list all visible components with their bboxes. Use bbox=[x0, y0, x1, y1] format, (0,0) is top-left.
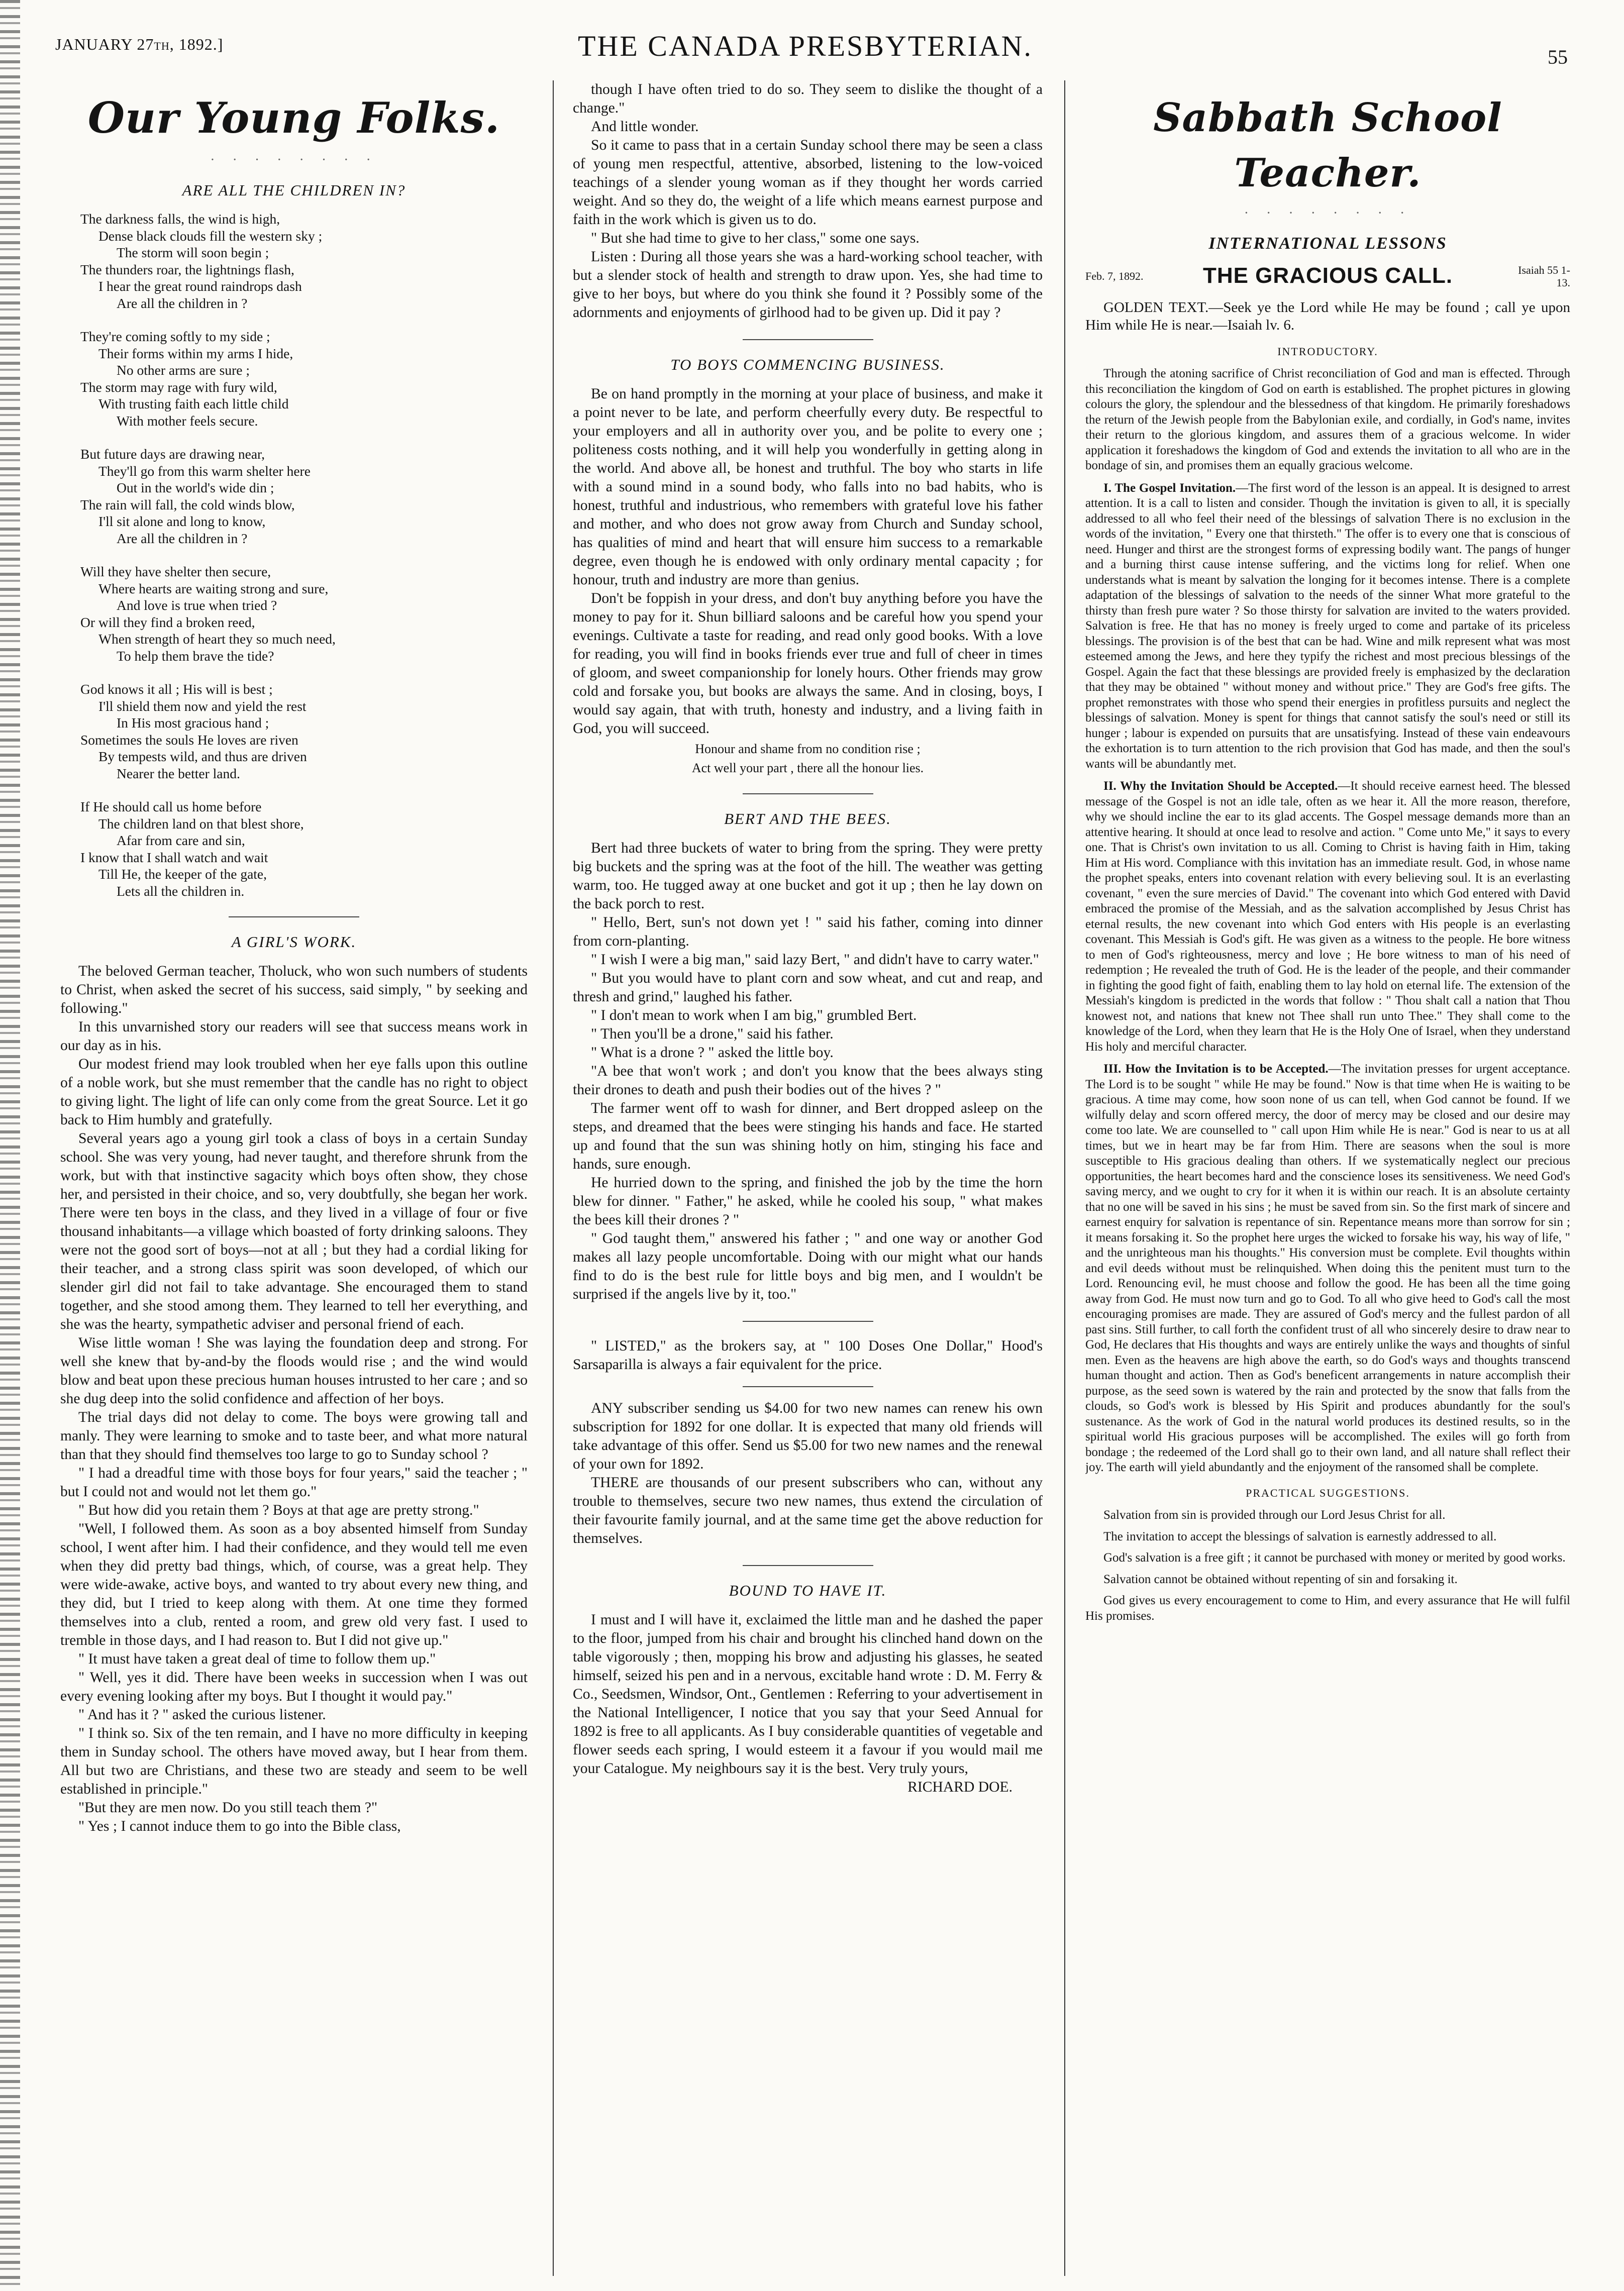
poem-line: I know that I shall watch and wait bbox=[80, 849, 268, 865]
poem-line: When strength of heart they so much need, bbox=[98, 631, 336, 647]
paragraph: Wise little woman ! She was laying the foundation deep and strong. For well she knew that by-and-by the floods would rise ; and the wind would blow and beat upon these precious human houses intrusted to her care ; and so she dug deep into the solid confidence and affection of her boys. bbox=[60, 1335, 528, 1407]
paragraph: Be on hand promptly in the morning at your place of business, and make it a point never to be late, and perform cheerfully every duty. Be respectful to your employers and all in authority over you, and be polite to every one ; politeness costs nothing, and it will help you wonderfully in getting along in the world. And above all, be honest and truthful. The boy who starts in life with a sound mind in a sound body, who falls into no bad habits, who is honest, truthful and industrious, who remembers with grateful love his father and mother, and who does not grow away from Church and Sunday school, has qualities of mind and heart that will ensure him success to a remarkable degree, even though he is endowed with only ordinary mental capacity ; for honour, truth and industry are more than genius. bbox=[573, 386, 1043, 588]
paragraph: The trial days did not delay to come. The boys were growing tall and manly. They were learning to smoke and to taste beer, and what more natural than that they should find themselves too large to go to Sunday school ? bbox=[60, 1409, 528, 1463]
column-rule bbox=[553, 80, 554, 2276]
section-lead: I. The Gospel Invitation. bbox=[1103, 481, 1236, 495]
poem-line: Are all the children in ? bbox=[117, 295, 248, 311]
paragraph: " But she had time to give to her class," some one says. bbox=[591, 230, 920, 246]
poem-line: Till He, the keeper of the gate, bbox=[98, 866, 267, 882]
lesson-section bbox=[1085, 779, 1570, 1055]
ornament-rule: · · · · · · · · bbox=[210, 152, 378, 168]
suggestions bbox=[1085, 1508, 1570, 1624]
section-masthead: Our Young Folks. bbox=[87, 93, 500, 143]
poem-line: No other arms are sure ; bbox=[117, 362, 250, 378]
notices bbox=[573, 1337, 1043, 1548]
poem-line: They're coming softly to my side ; bbox=[80, 329, 270, 344]
middle-column bbox=[573, 80, 1043, 2256]
lessons-subhead: INTERNATIONAL LESSONS bbox=[1208, 234, 1447, 253]
article-body bbox=[573, 839, 1043, 1304]
article-title: TO BOYS COMMENCING BUSINESS. bbox=[670, 356, 945, 373]
poem-stanza bbox=[80, 328, 528, 429]
poem-line: With trusting faith each little child bbox=[98, 396, 289, 411]
poem bbox=[80, 211, 528, 899]
poem-line: Afar from care and sin, bbox=[117, 832, 245, 848]
paragraph: " It must have taken a great deal of time to follow them up." bbox=[78, 1651, 436, 1667]
paragraph: Several years ago a young girl took a class of boys in a certain Sunday school. She was very young, had never taught, and therefore shrunk from the work, but with that instinctive sagacity which boys often show, they chose her, and persisted in their choice, and so, very doubtfully, she began her work. There were ten boys in the class, and they lived in a village of four or five thousand inhabitants—a village which boasted of forty drinking saloons. They were not the good sort of boys—not at all ; but they had a cordial liking for their teacher, and a strong class spirit was soon developed, of which our slender girl did not fail to take advantage. She encouraged them to stand together, and she stood among them. They learned to tell her everything, and she was the hearty, sympathetic adviser and personal friend of each. bbox=[60, 1130, 528, 1332]
paragraph: He hurried down to the spring, and finished the job by the time the horn blew for dinner. " Father," he asked, while he cooled his soup, " what makes the bees kill their drones ? " bbox=[573, 1175, 1043, 1228]
paragraph: " I had a dreadful time with those boys for four years," said the teacher ; " but I could not and would not let them go." bbox=[60, 1465, 528, 1500]
article-continuation bbox=[573, 80, 1043, 322]
suggestion: God's salvation is a free gift ; it cannot be purchased with money or merited by good works. bbox=[1103, 1551, 1566, 1565]
lesson-reference: Isaiah 55 1-13. bbox=[1518, 263, 1570, 289]
notice-paragraph: ANY subscriber sending us $4.00 for two new names can renew his own subscription for 1892 for one dollar. It is expected that many old friends will take advantage of this offer. Send us $5.00 for two new names and the renewal of your own for 1892. bbox=[573, 1400, 1043, 1472]
paragraph: " Well, yes it did. There have been weeks in succession when I was out every evening looking after my boys. But I thought it would pay." bbox=[60, 1670, 528, 1704]
suggestion: Salvation cannot be obtained without repenting of sin and forsaking it. bbox=[1103, 1572, 1458, 1586]
suggestion: God gives us every encouragement to come to Him, and every assurance that He will fulfil His promises. bbox=[1085, 1594, 1570, 1623]
paragraph: "Well, I followed them. As soon as a boy absented himself from Sunday school, I went after him. I had their confidence, and they would tell me even when they did pretty bad things, which, of course, was a great help. They were wide-awake, active boys, and wanted to try about every new thing, and they did, but I tried to keep along with them. At one time they formed themselves into a club, rented a room, and grew old very fast. I used to tremble in those days, and I had reason to. But I did not give up." bbox=[60, 1521, 528, 1648]
subsection-heading: PRACTICAL SUGGESTIONS. bbox=[1246, 1486, 1410, 1499]
paragraph: The beloved German teacher, Tholuck, who won such numbers of students to Christ, when asked the secret of his success, said simply, " by seeking and following." bbox=[60, 963, 528, 1016]
poem-line: Their forms within my arms I hide, bbox=[98, 345, 293, 361]
suggestion: Salvation from sin is provided through our Lord Jesus Christ for all. bbox=[1103, 1508, 1446, 1522]
poem-line: I hear the great round raindrops dash bbox=[98, 278, 302, 294]
section-text: —It should receive earnest heed. The blessed message of the Gospel is not an idle tale, often as we hear it. All the more reason, therefore, why we should incline the ear to its glad accents. The Gospel message demands more than an attentive hearing. It should at once lead to resolve and action. " Come unto Me," it says to every one. That is Christ's own invitation to us all. Coming to Christ is having faith in Him, taking Him at His word. Compliance with this invitation has an immediate result. God, in whose name the prophet speaks, enters into covenant relation with every believing soul. It is an everlasting covenant, " even the sure mercies of David." The covenant into which God entered with David embraced the promise of the Messiah, and as the salvation accomplished by Jesus Christ has eternal results, the new covenant into which God enters with His people is an everlasting covenant. This Messiah is God's gift. He was given as a witness to the people. He bore witness to men of God's righteousness, mercy and love ; He bore witness to man of his need of redemption ; He revealed the truth of God. He is the leader of the people, and their commander in fighting the good fight of faith, enabling them to lay hold on eternal life. The extension of the Messiah's kingdom is predicted in the words that follow : " Thou shalt call a nation that Thou knowest not, and nations that knew not Thee shall run unto Thee." They shall come to the knowledge of the Lord, when they learn that He is the Holy One of Israel, when they understand His holy and merciful character. bbox=[1085, 779, 1570, 1054]
lesson-section bbox=[1085, 1062, 1570, 1476]
article-title: BERT AND THE BEES. bbox=[724, 810, 891, 827]
paragraph: " Then you'll be a drone," said his father. bbox=[591, 1026, 834, 1042]
poem-line: The children land on that blest shore, bbox=[98, 815, 304, 831]
poem-line: Dense black clouds fill the western sky ; bbox=[98, 228, 323, 244]
poem-line: Nearer the better land. bbox=[117, 765, 240, 781]
paragraph: " Hello, Bert, sun's not down yet ! " said his father, coming into dinner from corn-planting. bbox=[573, 914, 1043, 949]
poem-title: ARE ALL THE CHILDREN IN? bbox=[182, 181, 406, 199]
issue-date: JANUARY 27th, 1892.] bbox=[55, 35, 224, 53]
paragraph: " But you would have to plant corn and sow wheat, and cut and reap, and thresh and grind," laughed his father. bbox=[573, 970, 1043, 1005]
article-title: BOUND TO HAVE IT. bbox=[729, 1582, 887, 1599]
poem-line: I'll shield them now and yield the rest bbox=[98, 698, 307, 714]
poem-stanza bbox=[80, 211, 528, 311]
paragraph: Listen : During all those years she was a hard-working school teacher, with but a slender stock of health and strength to draw upon. Yes, she had time to give to her boys, but where do you think she found it ? Possibly some of the adornments and enjoyments of girlhood had to be given up. Did it pay ? bbox=[573, 249, 1043, 321]
poem-line: The thunders roar, the lightnings flash, bbox=[80, 261, 294, 277]
couplet-line: Honour and shame from no condition rise ; bbox=[695, 742, 921, 756]
lesson-title: THE GRACIOUS CALL. bbox=[1202, 263, 1453, 288]
paragraph: And little wonder. bbox=[591, 119, 699, 135]
poem-line: With mother feels secure. bbox=[117, 412, 258, 429]
paragraph: "But they are men now. Do you still teach them ?" bbox=[78, 1800, 378, 1816]
paragraph: " God taught them," answered his father ; " and one way or another God makes all lazy people uncomfortable. Doing with our might what our hands find to do is the best rule for little boys and big men, and I wouldn't be surprised if the angels live by it, too." bbox=[573, 1230, 1043, 1302]
poem-line: The darkness falls, the wind is high, bbox=[80, 211, 280, 227]
suggestion: The invitation to accept the blessings of salvation is earnestly addressed to all. bbox=[1103, 1529, 1497, 1543]
paragraph: " But how did you retain them ? Boys at that age are pretty strong." bbox=[78, 1502, 479, 1518]
poem-line: They'll go from this warm shelter here bbox=[98, 463, 311, 479]
paragraph: though I have often tried to do so. They seem to dislike the thought of a change." bbox=[573, 81, 1043, 116]
poem-line: The storm will soon begin ; bbox=[117, 245, 269, 260]
article-title: A GIRL'S WORK. bbox=[231, 933, 357, 951]
ornament-rule: · · · · · · · · bbox=[1244, 205, 1412, 221]
paragraph: " I think so. Six of the ten remain, and I have no more difficulty in keeping them in Sunday school. The others have moved away, but I hear from them. All but two are Christians, and these two are steady and seem to be well established in principle." bbox=[60, 1725, 528, 1797]
poem-line: Are all the children in ? bbox=[117, 530, 248, 546]
paragraph: " Yes ; I cannot induce them to go into the Bible class, bbox=[78, 1818, 401, 1834]
article-body bbox=[573, 385, 1043, 738]
golden-text: GOLDEN TEXT.—Seek ye the Lord while He may be found ; call ye upon Him while He is near.—Isaiah lv. 6. bbox=[1085, 299, 1570, 333]
divider bbox=[743, 793, 873, 794]
paragraph: " I wish I were a big man," said lazy Bert, " and didn't have to carry water." bbox=[591, 952, 1039, 968]
paragraph: The farmer went off to wash for dinner, and Bert dropped asleep on the steps, and dreamed that the bees were stinging his hands and face. He started up and found that the sun was shining hotly on him, stinging his face and hands, sure enough. bbox=[573, 1100, 1043, 1172]
article-body bbox=[60, 962, 528, 1836]
divider bbox=[743, 1386, 873, 1387]
lesson-sections bbox=[1085, 481, 1570, 1476]
paragraph: " I don't mean to work when I am big," grumbled Bert. bbox=[591, 1007, 917, 1023]
paragraph: "A bee that won't work ; and don't you know that the bees always sting their drones to death and push their bodies out of the hives ? " bbox=[573, 1063, 1043, 1098]
paragraph: Through the atoning sacrifice of Christ reconciliation of God and man is effected. Through this reconciliation the kingdom of God on earth is established. The prophet pictures in glowing colours the glory, the splendour and the blessedness of that kingdom. He primarily foreshadows the return of the Jewish people from the Babylonian exile, and cordially, in God's name, invites their return to the glorious kingdom, and assures them of a gracious welcome. In wider application it foreshadows the kingdom of God and extends the invitation to all who are in the bondage of sin, and promises them an equally gracious welcome. bbox=[1085, 367, 1570, 472]
poem-line: Out in the world's wide din ; bbox=[117, 480, 274, 495]
binding-edge bbox=[0, 0, 20, 2291]
poem-line: By tempests wild, and thus are driven bbox=[98, 749, 307, 764]
divider bbox=[743, 339, 873, 340]
lesson-section bbox=[1085, 481, 1570, 772]
paragraph: " And has it ? " asked the curious listener. bbox=[78, 1707, 326, 1723]
notice-paragraph: THERE are thousands of our present subscribers who can, without any trouble to themselves, secure two new names, thus extend the circulation of their favourite family journal, and at the same time get the above reduction for themselves. bbox=[573, 1475, 1043, 1546]
paragraph: So it came to pass that in a certain Sunday school there may be seen a class of young men respectful, attentive, absorbed, listening to the low-voiced teachings of a slender young woman as if they thought her words carried weight. And so they do, the weight of a life which means earnest purpose and faith in the work which is given us to do. bbox=[573, 137, 1043, 228]
column-rule bbox=[1064, 80, 1065, 2276]
lesson-date: Feb. 7, 1892. bbox=[1085, 270, 1144, 282]
poem-line: To help them brave the tide? bbox=[117, 648, 274, 664]
poem-line: Where hearts are waiting strong and sure, bbox=[98, 580, 329, 596]
paragraph: " What is a drone ? " asked the little boy. bbox=[591, 1045, 834, 1061]
poem-line: But future days are drawing near, bbox=[80, 446, 265, 462]
couplet-line: Act well your part , there all the honour lies. bbox=[691, 761, 924, 775]
page-number: 55 bbox=[1548, 46, 1568, 68]
poem-line: The storm may rage with fury wild, bbox=[80, 379, 277, 395]
divider bbox=[743, 1565, 873, 1566]
left-column bbox=[60, 80, 528, 2281]
poem-line: Will they have shelter then secure, bbox=[80, 564, 271, 579]
section-masthead: Sabbath School Teacher. bbox=[1153, 95, 1502, 196]
poem-line: Lets all the children in. bbox=[117, 883, 245, 899]
poem-stanza bbox=[80, 681, 528, 782]
poem-line: In His most gracious hand ; bbox=[117, 715, 269, 731]
poem-line: If He should call us home before bbox=[80, 799, 262, 814]
poem-line: Or will they find a broken reed, bbox=[80, 614, 255, 630]
right-column bbox=[1085, 80, 1570, 2281]
section-text: —The first word of the lesson is an appeal. It is designed to arrest attention. It is a call to listen and consider. Though the invitation is given to all, it is specially addressed to all who feel their need of the blessings of salvation There is no exclusion in the words of the invitation, " Every one that thirsteth." The offer is to every one that is conscious of need. Hunger and thirst are the strongest forms of expressing bodily want. The pangs of hunger and a burning thirst cause intense suffering, and the victims long for relief. When one understands what is meant by salvation the longing for it becomes intense. There is a complete adaptation of the blessings of salvation to the needs of the sinner What more grateful to the thirsty than fresh pure water ? So those thirsty for salvation are invited to the waters provided. Salvation is free. He that has no money is freely urged to come and partake of its priceless blessings. The provision is of the best that can be had. Wine and milk represent what was most esteemed among the Jews, and here they typify the richest and most precious blessings of the Gospel. Again the fact that these blessings are provided freely is emphasized by the declaration that they may be obtained " without money and without price." They are God's free gifts. The prophet remonstrates with those who spend their energies in profitless pursuits and neglect the blessings of salvation. Money is spent for things that cannot satisfy the soul's need or still its hunger ; labour is expended on pursuits that are unsatisfying. Instead of these vain endeavours the exhortation is to turn attention to the rich provision that God has made, and then the soul's wants will be abundantly met. bbox=[1085, 481, 1570, 771]
poem-stanza bbox=[80, 563, 528, 664]
poem-line: And love is true when tried ? bbox=[117, 597, 277, 613]
section-lead: III. How the Invitation is to be Accepted. bbox=[1103, 1062, 1329, 1076]
paragraph: In this unvarnished story our readers will see that success means work in our day as in his. bbox=[60, 1019, 528, 1054]
divider bbox=[229, 916, 359, 917]
lesson-heading bbox=[1085, 264, 1570, 289]
subsection-heading: INTRODUCTORY. bbox=[1277, 345, 1378, 358]
paragraph: I must and I will have it, exclaimed the little man and he dashed the paper to the floor, jumped from his chair and brought his clinched hand down on the table vigorously ; then, mopping his brow and adjusting his glasses, he seated himself, seized his pen and in a nervous, excitable hand wrote : D. M. Ferry & Co., Seedsmen, Windsor, Ont., Gentlemen : Referring to your advertisement in the National Intelligencer, I notice that you say that your Seed Annual for 1892 is free to all applicants. As I buy considerable quantities of vegetable and flower seeds each spring, I would esteem it a favour if you would mail me your Catalogue. My neighbours say it is the best. Very truly yours, bbox=[573, 1612, 1043, 1777]
poem-stanza bbox=[80, 446, 528, 547]
poem-line: I'll sit alone and long to know, bbox=[98, 513, 266, 529]
section-text: —The invitation presses for urgent acceptance. The Lord is to be sought " while He may be found." Now is that time when He is waiting to be gracious. A time may come, how soon none of us can tell, when God cannot be found. If we wilfully delay and scorn offered mercy, the door of mercy may be closed and our desire may come too late. We are counselled to " call upon Him while He is near." God is near to us at all times, but we in heart may be far from Him. There are seasons when the soul is more susceptible to His gracious dealing than others. If we systematically neglect our precious opportunities, the heart becomes hard and the conscience loses its sensitiveness. We need God's saving mercy, and we ought to cry for it when it is within our reach. It is an absolute certainty that no one will be saved in his sins ; he must be saved from sin. So the first mark of sincere and earnest enquiry for salvation is repentance of sin. Repentance means more than sorrow for sin ; it means forsaking it. So the prophet here urges the wicked to forsake his way, his way of life, " and the unrighteous man his thoughts." His conversion must be complete. Evil thoughts within and evil deeds without must be relinquished. When doing this the penitent must turn to the Lord. Renouncing evil, he must choose and follow the good. He has been all the time going away from God. He must now turn and go to God. To all who give heed to God's call the most encouraging promises are made. They are assured of God's mercy and the fullest pardon of all past sins. Still further, to call forth the confident trust of all who sincerely desire to draw near to God, He declares that His thoughts and ways are entirely unlike the ways and thoughts of sinful men. Even as the heavens are high above the earth, so do God's ways and thoughts transcend human thought and action. Then as God's beneficent arrangements in nature accomplish their purpose, as the seed sown is watered by the rain and protected by the snow that falls from the clouds, so God's work is blessed by His Spirit and produces abundantly for the soul's sustenance. As the work of God in the natural world produces its destined results, so in the spiritual world His gracious purposes will be accomplished. The exiles will go forth from bondage ; the redeemed of the Lord shall go to their own land, and all nature shall reflect their joy. The earth will yield abundantly and the enjoyment of the ransomed shall be complete. bbox=[1085, 1062, 1570, 1474]
notice-paragraph: " LISTED," as the brokers say, at " 100 Doses One Dollar," Hood's Sarsaparilla is always a fair equivalent for the price. bbox=[573, 1338, 1043, 1373]
poem-line: Sometimes the souls He loves are riven bbox=[80, 732, 298, 748]
newspaper-title: THE CANADA PRESBYTERIAN. bbox=[578, 30, 1033, 62]
paragraph: Don't be foppish in your dress, and don't buy anything before you have the money to pay for it. Shun billiard saloons and be careful how you spend your evenings. Cultivate a taste for reading, and read only good books. With a love for reading, you will find in books friends ever true and full of cheer in times of gloom, and sweet companionship for lonely hours. Other friends may grow cold and forsake you, but books are always the same. And in closing, boys, I would say again, that with truth, honesty and industry, and a living faith in God, you will succeed. bbox=[573, 590, 1043, 737]
section-lead: II. Why the Invitation Should be Accepted. bbox=[1103, 779, 1338, 793]
signature: RICHARD DOE. bbox=[907, 1779, 1012, 1795]
poem-stanza bbox=[80, 798, 528, 899]
divider bbox=[743, 1321, 873, 1322]
paragraph: Bert had three buckets of water to bring from the spring. They were pretty big buckets and the spring was at the foot of the hill. The weather was getting warm, too. He tugged away at one bucket and got it up ; then he lay down on the back porch to rest. bbox=[573, 840, 1043, 912]
paragraph: Our modest friend may look troubled when her eye falls upon this outline of a noble work, but she must remember that the candle has no right to object to giving light. The light of life can only come from the great Source. Let it go back to Him humbly and gratefully. bbox=[60, 1056, 528, 1128]
poem-line: God knows it all ; His will is best ; bbox=[80, 681, 273, 697]
poem-line: The rain will fall, the cold winds blow, bbox=[80, 496, 295, 512]
